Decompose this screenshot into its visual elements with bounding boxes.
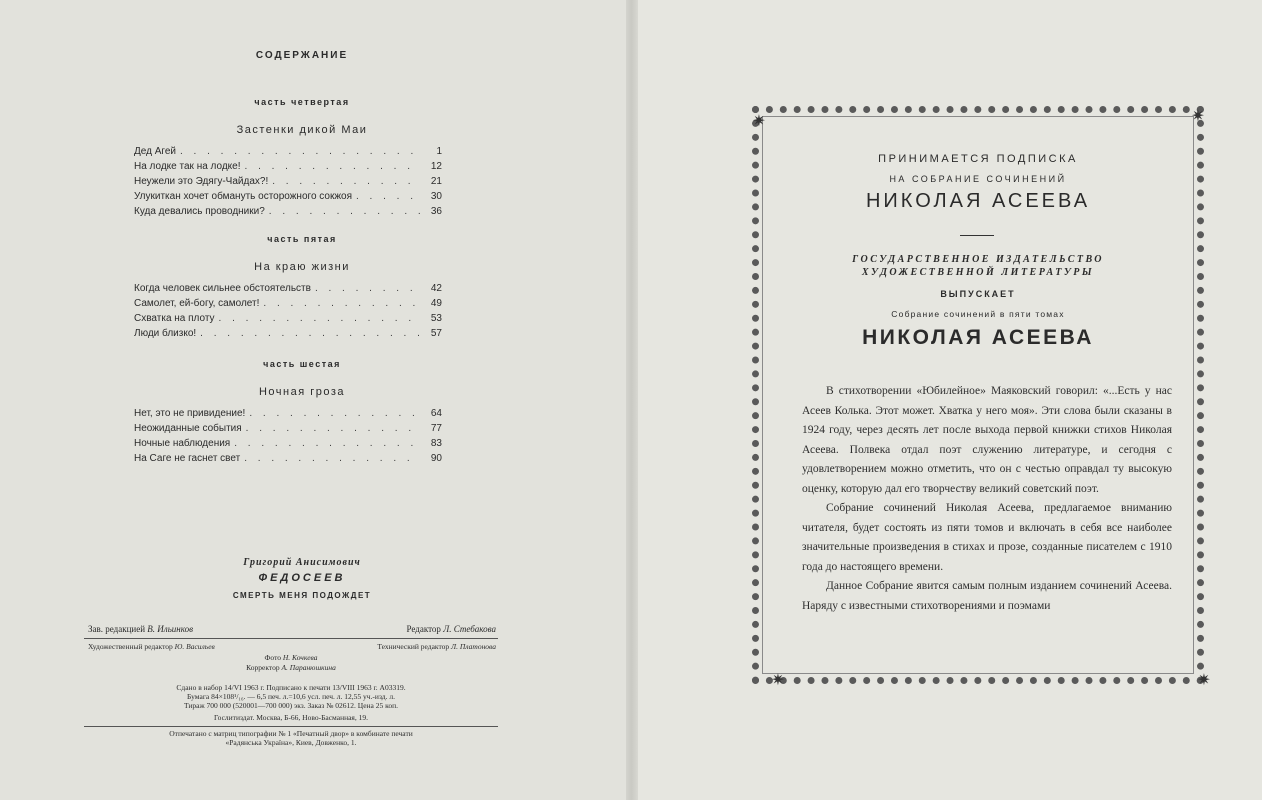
section-title: Застенки дикой Маи: [236, 124, 368, 136]
toc-entry: [134, 423, 442, 438]
toc-entry-title: Когда человек сильнее обстоятельств: [134, 283, 311, 294]
toc-entry-page: 30: [430, 191, 442, 202]
toc-entry-title: Неожиданные события: [134, 423, 242, 434]
toc-entry: [134, 146, 442, 161]
toc-entry-title: Нет, это не привидение!: [134, 408, 246, 419]
print-info-line: Тираж 700 000 (520001—700 000) экз. Заказ № 02612. Цена 25 коп.: [183, 701, 399, 710]
toc-entry-page: 49: [430, 298, 442, 309]
toc-entry-title: Дед Агей: [134, 146, 176, 157]
toc-entry-page: 1: [436, 146, 442, 157]
toc-entry-page: 53: [430, 313, 442, 324]
toc-entry-page: 57: [430, 328, 442, 339]
section-title: На краю жизни: [254, 261, 350, 273]
releases-label: ВЫПУСКАЕТ: [940, 289, 1016, 299]
author-name: Григорий Анисимович: [243, 557, 361, 568]
imprint-rule: [84, 638, 498, 639]
toc-entry-page: 90: [430, 453, 442, 464]
toc-entry: [134, 161, 442, 176]
toc-entry: [134, 191, 442, 206]
divider: [960, 235, 994, 236]
author-surname: ФЕДОСЕЕВ: [258, 572, 346, 584]
toc-entry-title: Улукиткан хочет обмануть осторожного сокжоя: [134, 191, 352, 202]
managing-editor: Зав. редакцией В. Ильинков: [88, 624, 194, 634]
corner-star-icon: ✷: [752, 111, 766, 130]
photo-credit: Фото Н. Кочкева: [264, 653, 318, 662]
corrector-credit: Корректор А. Паранюшкина: [246, 663, 336, 672]
toc-entry: [134, 313, 442, 328]
imprint-rule: [84, 726, 498, 727]
publisher-name: ХУДОЖЕСТВЕННОЙ ЛИТЕРАТУРЫ: [861, 267, 1095, 278]
publisher-address: Гослитиздат. Москва, Б-66, Ново-Басманная, 19.: [213, 713, 369, 722]
description-text: [802, 382, 1172, 616]
publisher-name: ГОСУДАРСТВЕННОЕ ИЗДАТЕЛЬСТВО: [852, 254, 1104, 265]
printer-line: Отпечатано с матриц типографии № 1 «Печатный двор» в комбинате печати: [169, 729, 413, 738]
toc-entry-title: Неужели это Эдягу-Чайдах?!: [134, 176, 269, 187]
toc-entry: [134, 328, 442, 343]
subscription-heading: ПРИНИМАЕТСЯ ПОДПИСКА: [878, 153, 1078, 165]
toc-entry-title: Люди близко!: [134, 328, 197, 339]
paragraph: В стихотворении «Юбилейное» Маяковский говорил: «...Есть у нас Асеев Колька. Этот может. Хватка у него моя». Эти слова были сказаны в 1924 году, через десять лет после выхода первой книжки стихов Николая Асеева. Полвека отдал поэт служению литературе, и сегодня с удовлетворением можно отметить, что он с честью оправдал ту высокую оценку, которую дал его творчеству великий советский поэт.: [802, 385, 1172, 495]
redactor: Редактор Л. Стебакова: [406, 624, 496, 634]
toc-entry-title: На лодке так на лодке!: [134, 161, 241, 172]
toc-entry: [134, 283, 442, 298]
toc-entry-title: Куда девались проводники?: [134, 206, 265, 217]
part-heading: часть пятая: [267, 234, 337, 244]
paragraph: Собрание сочинений Николая Асеева, предлагаемое вниманию читателя, будет состоять из пяти томов и включать в себя все наиболее значительные произведения в стихах и прозе, созданные писателем с 1910 года до настоящего времени.: [802, 502, 1172, 573]
collection-author-name: НИКОЛАЯ АСЕЕВА: [862, 326, 1094, 349]
toc-entry-title: Ночные наблюдения: [134, 438, 231, 449]
section-title: Ночная гроза: [258, 386, 346, 398]
toc-entry: [134, 176, 442, 191]
toc-list: [134, 146, 442, 221]
book-spine: [626, 0, 638, 800]
toc-entry-page: 12: [430, 161, 442, 172]
corner-star-icon: ✷: [771, 670, 785, 689]
print-info-line: Бумага 84×108¹/₁₆. — 6,5 печ. л.=10,6 усл. печ. л. 12,55 уч.-изд. л.: [187, 692, 395, 701]
toc-entry: [134, 408, 442, 423]
toc-entry: [134, 298, 442, 313]
toc-entry-page: 83: [430, 438, 442, 449]
part-heading: часть шестая: [263, 359, 341, 369]
corner-star-icon: ✷: [1197, 670, 1211, 689]
toc-entry: [134, 206, 442, 221]
subscription-author-name: НИКОЛАЯ АСЕЕВА: [865, 190, 1091, 212]
toc-entry: [134, 438, 442, 453]
toc-entry-page: 21: [430, 176, 442, 187]
toc-entry-page: 36: [430, 206, 442, 217]
tech-editor: Технический редактор Л. Платонова: [377, 642, 496, 651]
toc-list: [134, 283, 442, 343]
corner-star-icon: ✷: [1191, 106, 1205, 125]
printer-line: «Радянська Україна», Киев, Довженко, 1.: [225, 738, 357, 747]
toc-entry-page: 77: [430, 423, 442, 434]
imprint-art-row: [88, 642, 496, 651]
collection-label: Собрание сочинений в пяти томах: [891, 309, 1065, 319]
toc-entry: [134, 453, 442, 468]
toc-entry-page: 42: [430, 283, 442, 294]
imprint-editors-row: [88, 624, 496, 634]
toc-entry-title: На Саге не гаснет свет: [134, 453, 241, 464]
part-heading: часть четвертая: [254, 97, 350, 107]
print-info-line: Сдано в набор 14/VI 1963 г. Подписано к печати 13/VIII 1963 г. А03319.: [176, 683, 406, 692]
paragraph: Данное Собрание явится самым полным изданием сочинений Асеева. Наряду с известными стихотворениями и поэмами: [802, 580, 1172, 612]
art-editor: Художественный редактор Ю. Васильев: [88, 642, 215, 651]
toc-entry-page: 64: [430, 408, 442, 419]
book-title: СМЕРТЬ МЕНЯ ПОДОЖДЕТ: [232, 591, 372, 600]
toc-entry-title: Схватка на плоту: [134, 313, 215, 324]
subscription-subheading: НА СОБРАНИЕ СОЧИНЕНИЙ: [889, 174, 1067, 184]
toc-list: [134, 408, 442, 468]
toc-entry-title: Самолет, ей-богу, самолет!: [134, 298, 260, 309]
toc-title: СОДЕРЖАНИЕ: [255, 50, 349, 61]
